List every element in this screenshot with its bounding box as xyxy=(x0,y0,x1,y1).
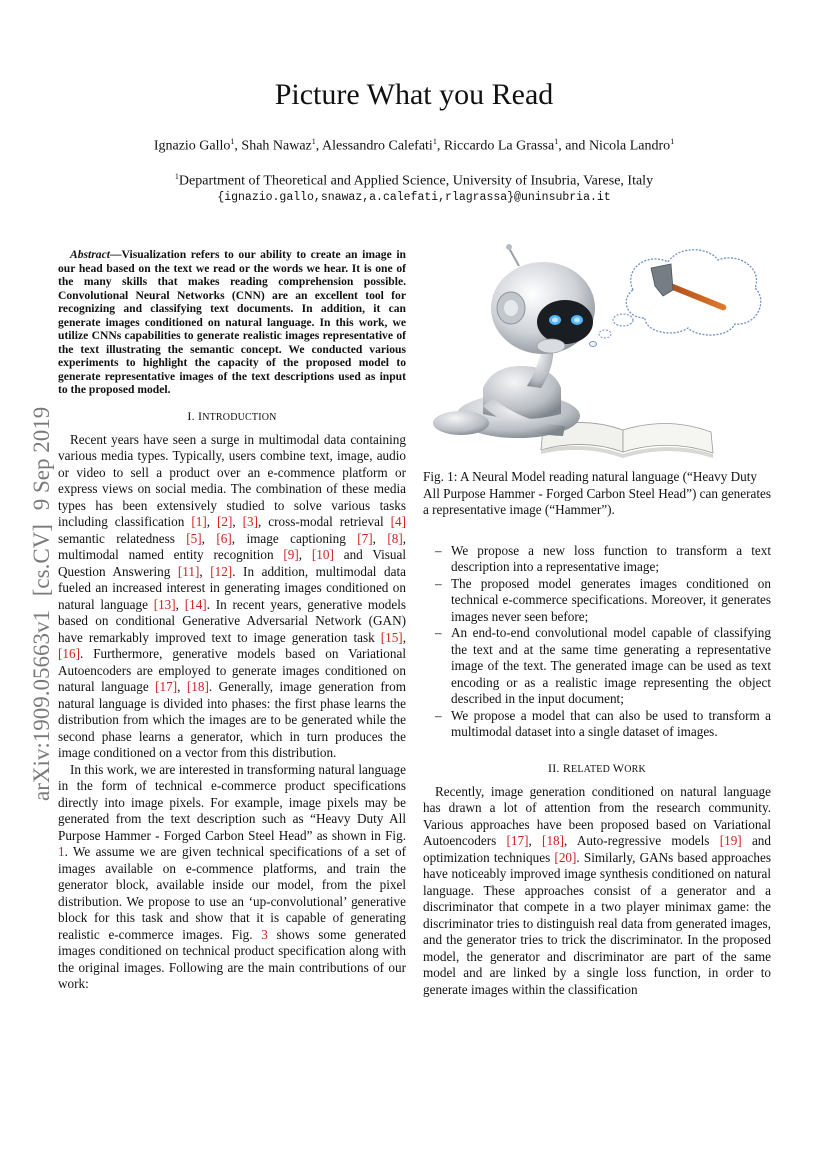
right-column xyxy=(423,238,771,998)
list-dash: – xyxy=(435,625,442,640)
citation-link[interactable]: [15] xyxy=(380,629,403,645)
author-affiliation-marker: 1 xyxy=(670,137,675,146)
author-affiliation-marker: 1 xyxy=(230,137,235,146)
citation-link[interactable]: [20] xyxy=(554,849,577,865)
figure-1-caption: Fig. 1: A Neural Model reading natural language (“Heavy Duty All Purpose Hammer - Forged Carbon Steel Head”) can generates a representative image (“Hammer”). xyxy=(423,469,772,517)
citation-link[interactable]: [10] xyxy=(311,547,334,562)
author-affiliation-marker: 1 xyxy=(311,137,316,146)
arxiv-id: arXiv:1909.05663v1 xyxy=(29,609,54,801)
citation-link[interactable]: [18] xyxy=(186,679,209,694)
robot xyxy=(433,244,595,438)
citation-link[interactable]: [16] xyxy=(58,646,80,661)
affiliation-text: Department of Theoretical and Applied Science, University of Insubria, Varese, Italy xyxy=(178,173,654,189)
contributions-list xyxy=(423,543,771,741)
citation-link[interactable]: [6] xyxy=(216,530,232,546)
author-affiliation-marker: 1 xyxy=(554,137,559,146)
citation-link[interactable]: [11] xyxy=(177,563,200,579)
list-item xyxy=(423,625,771,708)
arxiv-category: [cs.CV] xyxy=(29,524,54,597)
section-number: II. xyxy=(548,760,560,775)
section-heading-related-work xyxy=(423,761,771,776)
author-emails: {ignazio.gallo,snawaz,a.calefati,rlagrassa}@uninsubria.it xyxy=(217,191,611,204)
author-list xyxy=(0,137,828,155)
section-title-first: R xyxy=(562,760,572,775)
list-dash: – xyxy=(435,575,442,591)
abstract-text: —Visualization refers to our ability to create an image in our head based on the text we read or the words we hear. It is one of the many skills that makes reading comprehension possible. Convolutional Neural Networks (CNN) are an excellent tool for recognizing and classifying text documents. In addition, it can generate images conditioned on natural language. In this work, we utilize CNNs capabilities to generate realistic images representative of the text illustrating the semantic concept. We conducted various experiments to highlight the capacity of the proposed model to generate representative images of the text descriptions used as input to the proposed model. xyxy=(58,248,406,396)
author-separator: , and xyxy=(558,138,589,154)
author-name: Alessandro Calefati xyxy=(322,138,433,154)
citation-link[interactable]: [7] xyxy=(357,530,373,546)
citation-link[interactable]: [5] xyxy=(186,530,202,546)
arxiv-stamp xyxy=(29,405,55,805)
affiliation-marker: 1 xyxy=(174,172,179,181)
author-name: Shah Nawaz xyxy=(241,138,312,154)
citation-link[interactable]: [12] xyxy=(210,563,233,579)
related-work-paragraph-1: Recently, image generation conditioned on natural language has drawn a lot of attention from the research community. Various approaches have been proposed based on Variational Autoencoders [17], [18], Auto-regressive models [19] and optimization techniques [20]. Similarly, GANs based approaches have noticeably improved image synthesis conditioned on natural language. These approaches consist of a generator and a discriminator that compete in a two player minimax game: the discriminator tries to distinguish real data from generated images, and the generator tries to trick the discriminator. In the proposed model, the generator and discriminator are part of the same model and are linked by a single loss function, in order to generate images within the classification xyxy=(423,783,771,997)
author-separator: , xyxy=(315,138,323,154)
citation-link[interactable]: 3 xyxy=(261,926,268,942)
left-column xyxy=(58,248,406,993)
paper-title: Picture What you Read xyxy=(274,78,554,111)
section-number: I. xyxy=(187,408,195,423)
author-name: Ignazio Gallo xyxy=(153,138,231,154)
citation-link[interactable]: [8] xyxy=(387,530,403,546)
citation-link[interactable]: [17] xyxy=(506,833,529,848)
citation-link[interactable]: [17] xyxy=(155,679,178,694)
author-separator: , xyxy=(234,138,242,154)
author-name: Riccardo La Grassa xyxy=(443,138,555,154)
figure-1-robot-illustration xyxy=(423,238,771,463)
citation-link[interactable]: [4] xyxy=(390,514,407,529)
intro-paragraph-1: Recent years have seen a surge in multimodal data containing various media types. Typically, users combine text, image, audio or video to sell a product over an e-commence platform or express views on social media. The combination of these media types has been extensively studied to solve various tasks including classification [1], [2], [3], cross-modal retrieval [4] semantic relatedness [5], [6], image captioning [7], [8], multimodal named entity recognition [9], [10] and Visual Question Answering [11], [12]. In addition, multimodal data fueled an increased interest in generating images conditioned on natural language [13], [14]. In recent years, generative models based on conditional Generative Adversarial Network (GAN) have remarkably improved text to image generation task [15], [16]. Furthermore, generative models based on Variational Autoencoders are employed to generate images conditioned on natural language [17], [18]. Generally, image generation from natural language is divided into phases: the first phase learns the distribution from which the images are to be generated while the second phase learns a generator, which in turn produces the image conditioned on a vector from this distribution. xyxy=(58,431,407,760)
list-dash: – xyxy=(435,542,442,558)
citation-link[interactable]: [3] xyxy=(242,514,259,529)
section-title-first-2: W xyxy=(612,760,625,775)
author-name: Nicola Landro xyxy=(588,138,671,154)
citation-link[interactable]: [14] xyxy=(184,596,207,612)
list-item-text: We propose a new loss function to transform a text description into a representative image; xyxy=(451,542,771,574)
citation-link[interactable]: [19] xyxy=(719,833,742,848)
section-title-rest: ELATED xyxy=(571,763,613,775)
thought-cloud xyxy=(590,250,761,347)
section-title-first: I xyxy=(197,408,203,423)
citation-link[interactable]: [1] xyxy=(191,514,207,529)
affiliation xyxy=(0,172,828,190)
list-item xyxy=(423,576,771,626)
list-item-text: We propose a model that can also be used to transform a multimodal dataset into a single dataset of images. xyxy=(451,707,771,739)
citation-link[interactable]: [13] xyxy=(153,596,176,612)
author-affiliation-marker: 1 xyxy=(432,137,437,146)
robot-reading-figure xyxy=(423,238,771,463)
section-title-rest-2: ORK xyxy=(624,763,646,775)
citation-link[interactable]: [9] xyxy=(283,547,299,562)
intro-paragraph-2: In this work, we are interested in transforming natural language in the form of technical e-commerce product specifications directly into image pixels. For example, image pixels may be generated from the text description such as “Heavy Duty All Purpose Hammer - Forged Carbon Steel Head” as shown in Fig. 1. We assume we are given technical specifications of a set of images available on e-commence platforms, and train the generator block, available inside our model, from the pixel distribution. We propose to use an ‘up-convolutional’ generative block for this task and show that it is capable of generating realistic e-commerce images. Fig. 3 shows some generated images conditioned on technical product specification along with the original images. Following are the main contributions of our work: xyxy=(58,761,407,991)
citation-link[interactable]: [18] xyxy=(542,833,565,848)
list-item-text: An end-to-end convolutional model capable of classifying the text and at the same time generating a representative image of the text. The generated image can be used as text encoding or as a realistic image representing the object described in the input document; xyxy=(451,625,771,706)
section-title-rest: NTRODUCTION xyxy=(202,411,277,423)
arxiv-date: 9 Sep 2019 xyxy=(29,406,54,511)
citation-link[interactable]: 1 xyxy=(58,844,65,859)
list-dash: – xyxy=(435,707,442,723)
abstract xyxy=(58,248,406,397)
author-separator: , xyxy=(436,138,444,154)
list-item-text: The proposed model generates images conditioned on technical e-commerce specifications. Moreover, it generates images never seen before; xyxy=(451,575,771,624)
list-item xyxy=(423,708,771,741)
section-heading-introduction xyxy=(58,409,406,424)
abstract-label: Abstract xyxy=(70,248,110,261)
list-item xyxy=(423,543,771,576)
citation-link[interactable]: [2] xyxy=(216,514,233,529)
